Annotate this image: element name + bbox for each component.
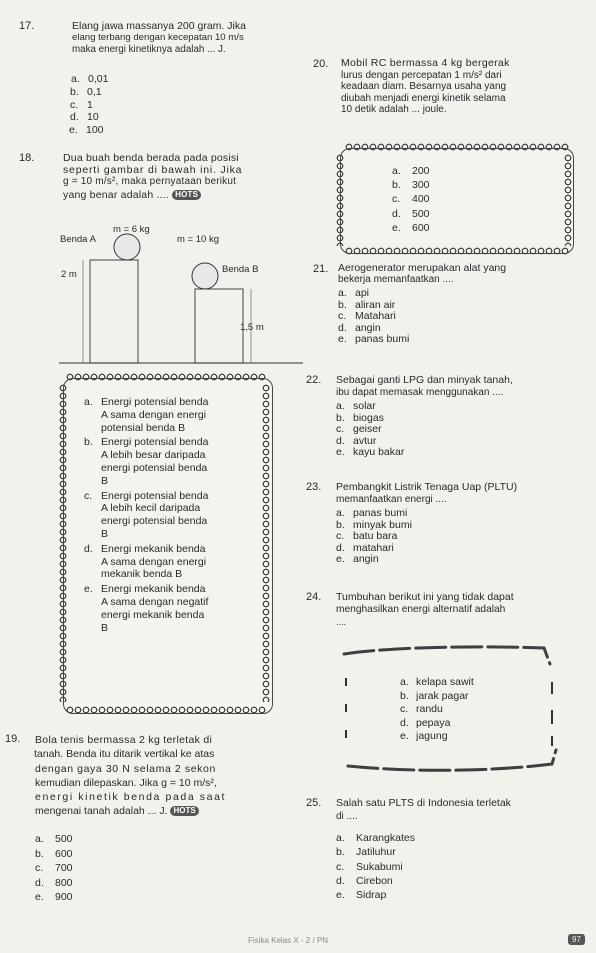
q19-option-e[interactable]: e. 900 bbox=[35, 891, 73, 903]
pillar-a bbox=[90, 260, 138, 363]
q21-options bbox=[338, 288, 409, 346]
spiral-top bbox=[345, 143, 569, 151]
q24-option-b[interactable]: b. jarak pagar bbox=[400, 689, 469, 702]
q21-option-d[interactable]: d. angin bbox=[338, 321, 381, 334]
q21-option-e[interactable]: e. panas bumi bbox=[338, 333, 410, 346]
q22-option-b[interactable]: b. biogas bbox=[336, 411, 384, 424]
q21-number: 21. bbox=[313, 263, 329, 275]
q25-number: 25. bbox=[306, 797, 322, 809]
q18-label-a: Benda A bbox=[60, 234, 96, 245]
q18-line: seperti gambar di bawah ini. Jika bbox=[63, 164, 243, 177]
q21-stem bbox=[338, 263, 588, 285]
hots-badge: HOTS bbox=[172, 190, 201, 200]
q25-options bbox=[336, 831, 415, 902]
q18-line: Dua buah benda berada pada posisi bbox=[63, 152, 239, 164]
q18-figure bbox=[55, 225, 305, 373]
q19-line: kemudian dilepaskan. Jika g = 10 m/s², bbox=[35, 776, 217, 789]
q17-option-b[interactable]: b. 0,1 bbox=[70, 85, 102, 98]
q19-option-d[interactable]: d. 800 bbox=[35, 876, 73, 889]
q18-options bbox=[84, 396, 264, 634]
q22-option-a[interactable]: a. solar bbox=[336, 400, 376, 412]
q20-stem bbox=[341, 58, 581, 116]
q18-line: yang benar adalah .... HOTS bbox=[63, 189, 303, 201]
q23-options bbox=[336, 508, 412, 566]
q22-option-e[interactable]: e. kayu bakar bbox=[336, 446, 405, 459]
q17-option-e[interactable]: e. 100 bbox=[69, 124, 104, 137]
q20-options bbox=[392, 164, 430, 235]
q25-stem bbox=[336, 797, 591, 823]
q20-option-a[interactable]: a. 200 bbox=[392, 165, 430, 177]
q20-line: diubah menjadi energi kinetik selama bbox=[341, 92, 506, 104]
q17-stem bbox=[72, 20, 297, 57]
page-footer: Fisika Kelas X - 2 / PN bbox=[248, 936, 329, 945]
q25-option-a[interactable]: a. Karangkates bbox=[336, 832, 415, 844]
q18-stem bbox=[63, 152, 303, 201]
q22-option-c[interactable]: c. geiser bbox=[336, 423, 382, 436]
spiral-right bbox=[564, 154, 572, 246]
q22-number: 22. bbox=[306, 374, 322, 386]
q20-line: 10 detik adalah ... joule. bbox=[341, 104, 447, 115]
q23-option-a[interactable]: a. panas bumi bbox=[336, 507, 408, 519]
q24-line: Tumbuhan berikut ini yang tidak dapat bbox=[336, 591, 514, 603]
q24-options bbox=[400, 676, 474, 744]
q18-height-b: 1,5 m bbox=[240, 322, 264, 333]
hots-badge: HOTS bbox=[170, 806, 198, 816]
q19-option-c[interactable]: c. 700 bbox=[35, 862, 73, 874]
q22-option-d[interactable]: d. avtur bbox=[336, 434, 377, 447]
q19-option-b[interactable]: b. 600 bbox=[35, 847, 73, 860]
q17-number: 17. bbox=[19, 20, 35, 32]
q18-label-b: Benda B bbox=[222, 264, 259, 275]
q19-line: energi kinetik benda pada saat bbox=[35, 791, 227, 804]
q21-line: bekerja memanfaatkan .... bbox=[338, 274, 454, 285]
spiral-bottom bbox=[66, 706, 266, 714]
q22-line: ibu dapat memasak menggunakan .... bbox=[336, 386, 504, 398]
q23-option-e[interactable]: e. angin bbox=[336, 553, 379, 566]
pillar-b bbox=[195, 289, 243, 363]
q17-option-c[interactable]: c. 1 bbox=[70, 98, 93, 111]
q20-option-c[interactable]: c. 400 bbox=[392, 193, 430, 206]
q20-line: keadaan diam. Besarnya usaha yang bbox=[341, 81, 507, 92]
q20-options-box bbox=[340, 148, 574, 254]
spiral-left bbox=[336, 154, 344, 246]
q19-stem bbox=[35, 733, 300, 819]
q23-option-d[interactable]: d. matahari bbox=[336, 541, 394, 554]
q18-option-a[interactable]: a. Energi potensial benda A sama dengan energi potensial benda B bbox=[84, 396, 209, 434]
q18-height-a: 2 m bbox=[61, 269, 77, 280]
q17-option-a[interactable]: a. 0,01 bbox=[71, 73, 109, 85]
q19-line: mengenai tanah adalah ... J. HOTS bbox=[35, 804, 300, 818]
q21-line: Aerogenerator merupakan alat yang bbox=[338, 262, 507, 274]
q20-option-e[interactable]: e. 600 bbox=[392, 221, 430, 234]
q19-line: dengan gaya 30 N selama 2 sekon bbox=[35, 762, 216, 775]
q17-line: maka energi kinetiknya adalah ... J. bbox=[72, 44, 226, 56]
q18-mass-a: m = 6 kg bbox=[113, 224, 150, 235]
q20-line: Mobil RC bermassa 4 kg bergerak bbox=[341, 57, 510, 69]
q23-option-c[interactable]: c. batu bara bbox=[336, 530, 398, 543]
q18-option-c[interactable]: c. Energi potensial benda A lebih kecil daripada energi potensial benda B bbox=[84, 489, 209, 540]
q20-line: lurus dengan percepatan 1 m/s² dari bbox=[341, 69, 502, 81]
q21-option-c[interactable]: c. Matahari bbox=[338, 310, 396, 323]
q23-stem bbox=[336, 481, 591, 506]
q18-number: 18. bbox=[19, 152, 35, 164]
page-number: 97 bbox=[568, 934, 585, 945]
ball-b bbox=[192, 263, 218, 289]
q23-line: memanfaatkan energi .... bbox=[336, 493, 447, 505]
q25-line: Salah satu PLTS di Indonesia terletak bbox=[336, 797, 511, 809]
q17-option-d[interactable]: d. 10 bbox=[70, 111, 99, 124]
q20-option-b[interactable]: b. 300 bbox=[392, 179, 430, 192]
q24-line: .... bbox=[336, 617, 347, 627]
q25-option-c[interactable]: c. Sukabumi bbox=[336, 860, 403, 873]
ball-a bbox=[114, 234, 140, 260]
q19-number: 19. bbox=[5, 733, 21, 745]
q23-option-b[interactable]: b. minyak bumi bbox=[336, 518, 412, 531]
spiral-bottom bbox=[345, 247, 569, 255]
q21-option-a[interactable]: a. api bbox=[338, 287, 370, 299]
q23-line: Pembangkit Listrik Tenaga Uap (PLTU) bbox=[336, 481, 518, 493]
q18-option-d[interactable]: d. Energi mekanik benda A sama dengan energi mekanik benda B bbox=[84, 542, 207, 581]
q22-options bbox=[336, 401, 404, 459]
q18-line: g = 10 m/s², maka pernyataan berikut bbox=[63, 176, 237, 188]
q24-stem bbox=[336, 591, 591, 629]
spiral-top bbox=[66, 373, 266, 381]
q17-options bbox=[71, 73, 108, 137]
q25-option-e[interactable]: e. Sidrap bbox=[336, 889, 387, 902]
q20-number: 20. bbox=[313, 58, 329, 70]
spiral-left bbox=[59, 384, 67, 702]
q25-option-d[interactable]: d. Cirebon bbox=[336, 874, 393, 887]
q23-number: 23. bbox=[306, 481, 322, 493]
q19-line: Bola tenis bermassa 2 kg terletak di bbox=[35, 734, 213, 746]
q18-mass-b: m = 10 kg bbox=[177, 234, 219, 245]
q24-option-d[interactable]: d. pepaya bbox=[400, 716, 451, 729]
q21-option-b[interactable]: b. aliran air bbox=[338, 298, 396, 311]
q18-option-b[interactable]: b. Energi potensial benda A lebih besar daripada energi potensial benda B bbox=[84, 436, 209, 487]
q24-line: menghasilkan energi alternatif adalah bbox=[336, 603, 506, 615]
q24-option-c[interactable]: c. randu bbox=[400, 703, 443, 716]
q19-line: tanah. Benda itu ditarik vertikal ke atas bbox=[34, 748, 215, 761]
q18-option-e[interactable]: e. Energi mekanik benda A sama dengan negatif energi mekanik benda B bbox=[84, 583, 209, 634]
q25-line: di .... bbox=[336, 811, 358, 822]
q17-line: elang terbang dengan kecepatan 10 m/s bbox=[72, 32, 244, 44]
q24-number: 24. bbox=[306, 591, 322, 603]
q17-line: Elang jawa massanya 200 gram. Jika bbox=[72, 20, 246, 32]
q19-options bbox=[35, 832, 73, 905]
q25-option-b[interactable]: b. Jatiluhur bbox=[336, 846, 396, 859]
q19-option-a[interactable]: a. 500 bbox=[35, 833, 73, 845]
q22-line: Sebagai ganti LPG dan minyak tanah, bbox=[336, 374, 513, 386]
q24-option-a[interactable]: a. kelapa sawit bbox=[400, 676, 474, 688]
q22-stem bbox=[336, 374, 591, 399]
q24-option-e[interactable]: e. jagung bbox=[400, 730, 448, 743]
q20-option-d[interactable]: d. 500 bbox=[392, 207, 430, 220]
